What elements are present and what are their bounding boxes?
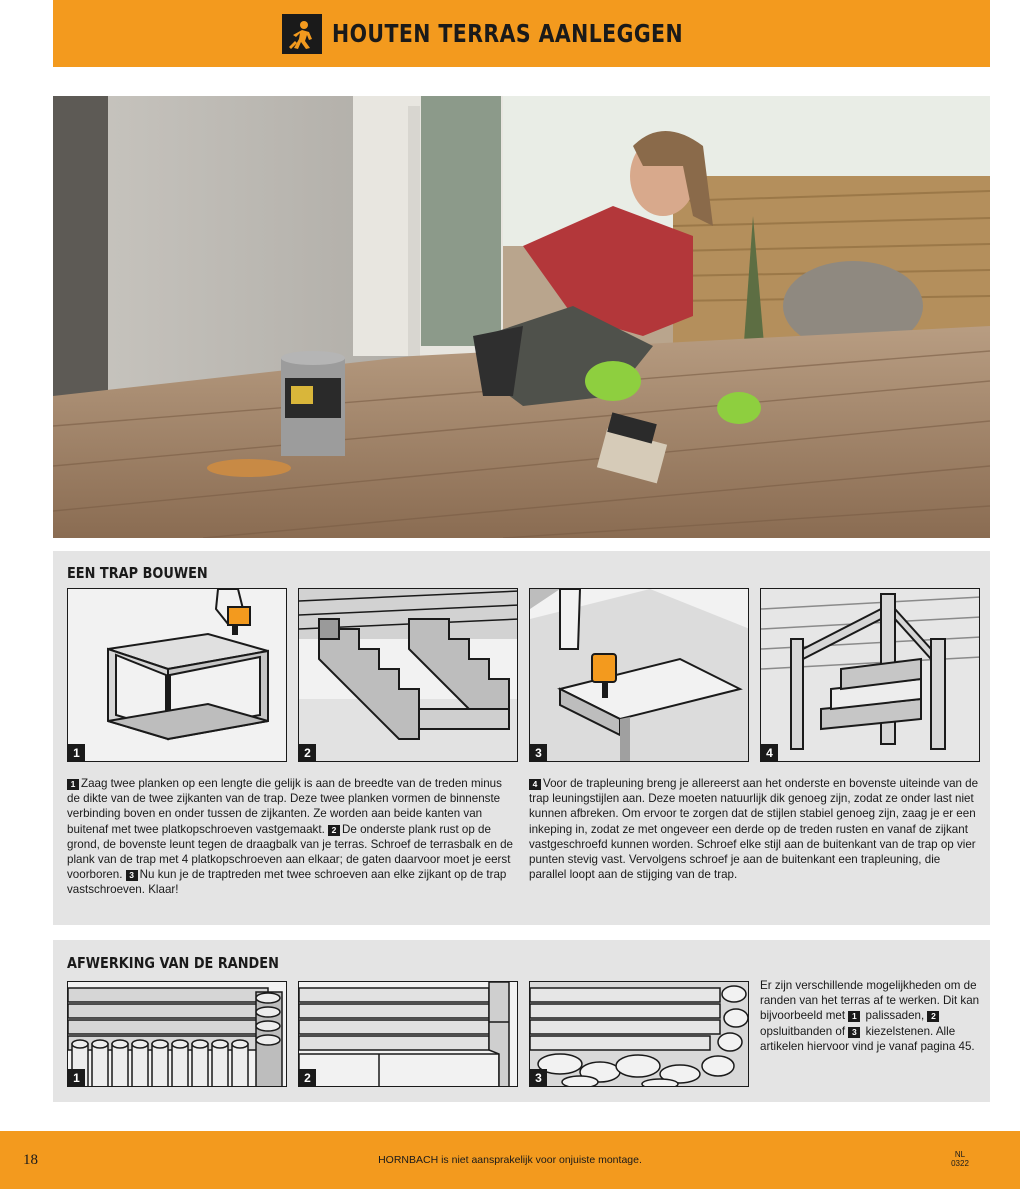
step-text: Zaag twee planken op een lengte die gelijk is aan de breedte van de treden minus de dikte van de twee zijkanten van de trap. Deze twee planken vormen de binnenste verbinding boven en onder tussen de zijkanten. Ze worden aan beide kanten van buitenaf met twee platkopschroeven vastgemaakt. xyxy=(67,777,502,836)
country-label: NL xyxy=(954,1150,966,1159)
footer-bar xyxy=(0,1131,1020,1189)
step-badge: 3 xyxy=(530,744,547,761)
edges-text-part: Er zijn verschillende mogelijkheden om de randen van het terras af te werken. Dit kan bijvoorbeeld met xyxy=(760,979,980,1023)
step-text: Nu kun je de traptreden met twee schroeven aan elke zijkant op de trap vastschroeven. Klaar! xyxy=(67,868,507,897)
option-number-badge: 1 xyxy=(848,1011,860,1022)
page-title: HOUTEN TERRAS AANLEGGEN xyxy=(332,19,684,48)
section-title: AFWERKING VAN DE RANDEN xyxy=(67,954,279,972)
section-title: EEN TRAP BOUWEN xyxy=(67,564,208,582)
header-bar xyxy=(53,0,990,67)
disclaimer: HORNBACH is niet aansprakelijk voor onjuiste montage. xyxy=(378,1154,642,1166)
edges-text-part: kiezelstenen. Alle artikelen hiervoor vind je vanaf pagina 45. xyxy=(760,1024,975,1053)
step-badge: 2 xyxy=(299,1069,316,1086)
stairs-step-2-illustration xyxy=(298,588,518,762)
stairs-step-3-illustration xyxy=(529,588,749,762)
step-number-badge: 2 xyxy=(328,825,340,836)
step-badge: 1 xyxy=(68,1069,85,1086)
page-number: 18 xyxy=(23,1152,38,1168)
step-text: Voor de trapleuning breng je allereerst aan het onderste en bovenste uiteinde van de trap leuningstijlen aan. Deze moeten natuurlijk dik genoeg zijn, zodat ze onder last niet kunnen afbreken. Om ervoor te zorgen dat de stijlen stabiel genoeg zijn, zaag je er een inkeping in, zodat ze met ongeveer een derde op de treden rusten en vanaf de zijkant vastgeschroefd kunnen worden. Schroef elke stijl aan de buitenkant van de trap op vier punten stevig vast. Vervolgens schroef je aan de buitenkant een trapleuning, die parallel loopt aan de stijging van de trap. xyxy=(529,777,979,882)
step-text: De onderste plank rust op de grond, de bovenste leunt tegen de draagbalk van je terras. Schroef de terrasbalk en de plank van de trap met 4 platkopschroeven aan elkaar; de gaten daarvoor moet je eerst voorboren. xyxy=(67,822,514,882)
step-number-badge: 4 xyxy=(529,779,541,790)
step-badge: 1 xyxy=(68,744,85,761)
catalog-code: 0322 xyxy=(951,1159,969,1168)
edges-text-part: palissaden, xyxy=(865,1009,925,1023)
option-number-badge: 2 xyxy=(927,1011,939,1022)
edge-curbs-illustration xyxy=(298,981,518,1087)
edges-section xyxy=(53,940,990,1102)
country-code xyxy=(940,1150,980,1168)
stairs-text-left xyxy=(67,776,517,898)
worker-icon xyxy=(282,14,322,54)
option-number-badge: 3 xyxy=(848,1027,860,1038)
stairs-step-4-illustration xyxy=(760,588,980,762)
step-number-badge: 3 xyxy=(126,870,138,881)
step-badge: 2 xyxy=(299,744,316,761)
edge-palisades-illustration xyxy=(67,981,287,1087)
stairs-section xyxy=(53,551,990,925)
hero-photo xyxy=(53,96,990,538)
step-badge: 4 xyxy=(761,744,778,761)
stairs-step-1-illustration xyxy=(67,588,287,762)
step-number-badge: 1 xyxy=(67,779,79,790)
edge-pebbles-illustration xyxy=(529,981,749,1087)
stairs-text-right xyxy=(529,776,979,882)
edges-text-part: opsluitbanden of xyxy=(760,1024,846,1038)
edges-text xyxy=(760,978,984,1054)
step-badge: 3 xyxy=(530,1069,547,1086)
